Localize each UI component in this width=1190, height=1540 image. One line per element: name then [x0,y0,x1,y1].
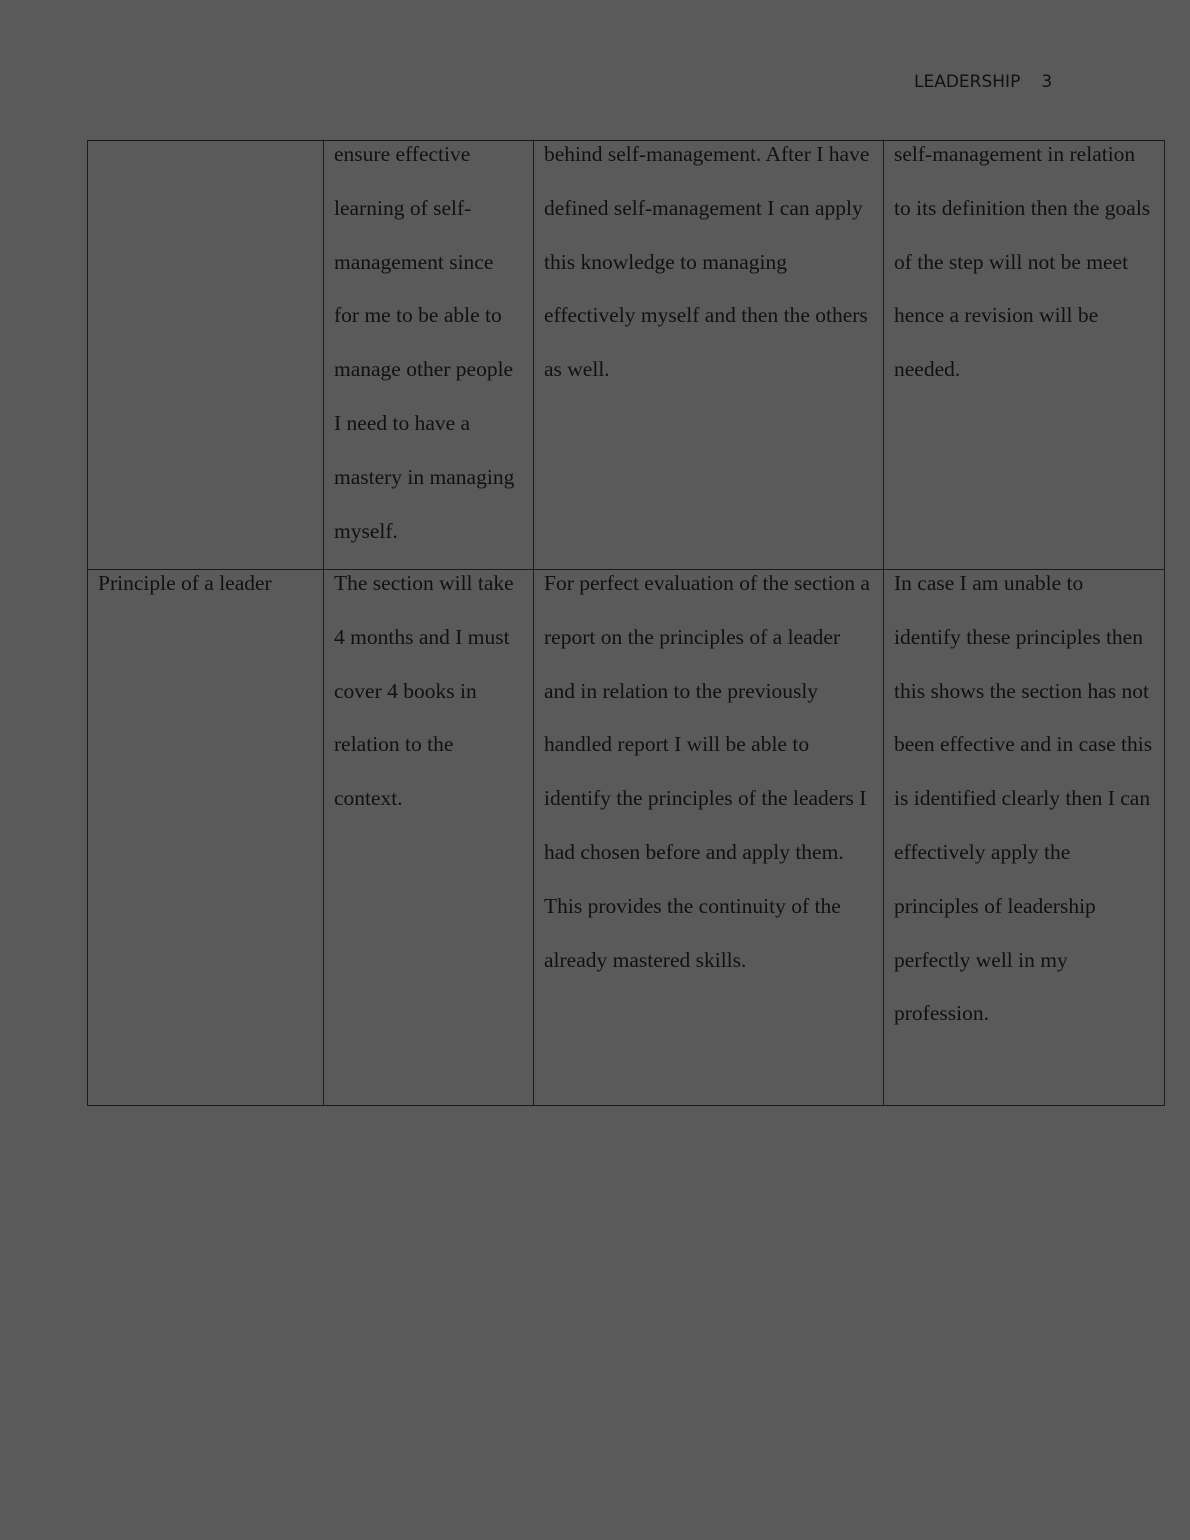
cell-text: behind self-management. After I have defined self-management I can apply this knowledge to managing effectively myself and then the others as well. [544,142,870,382]
cell-text: The section will take 4 months and I must cover 4 books in relation to the context. [334,571,514,811]
table-cell-evaluation [534,570,884,1106]
table-cell-outcome [884,141,1165,570]
table-row [88,570,1165,1106]
table-row [88,141,1165,570]
cell-text: For perfect evaluation of the section a report on the principles of a leader and in relation to the previously handled report I will be able to identify the principles of the leaders I had chosen before and apply them. This provides the continuity of the already mastered skills. [544,571,870,972]
cell-text: In case I am unable to identify these principles then this shows the section has not been effective and in case this is identified clearly then I can effectively apply the principles of leadership perfectly well in my profession. [894,571,1153,1026]
cell-text: self-management in relation to its definition then the goals of the step will not be meet hence a revision will be needed. [894,142,1151,382]
table-cell-topic [88,570,324,1106]
table-cell-timeline [324,570,534,1106]
table-cell-outcome [884,570,1165,1106]
table-cell-topic [88,141,324,570]
cell-text: Principle of a leader [98,571,272,595]
plan-table [87,140,1165,1106]
page-number: 3 [1041,72,1053,92]
cell-text: ensure effective learning of self-management since for me to be able to manage other people I need to have a mastery in managing myself. [334,142,515,543]
table-cell-evaluation [534,141,884,570]
header-title: LEADERSHIP [914,72,1021,92]
table-cell-timeline [324,141,534,570]
running-header [914,72,1052,92]
